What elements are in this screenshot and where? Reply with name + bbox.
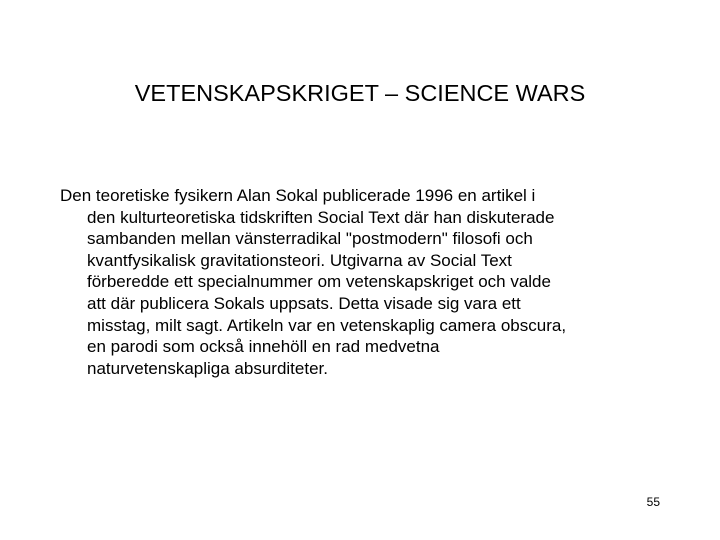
body-line: misstag, milt sagt. Artikeln var en vetenskaplig camera obscura, xyxy=(87,315,567,335)
body-line: en parodi som också innehöll en rad medvetna xyxy=(87,337,440,357)
body-line: Den teoretiske fysikern Alan Sokal publicerade 1996 en artikel i xyxy=(60,186,536,205)
slide-body-paragraph xyxy=(60,185,660,379)
body-line: kvantfysikalisk gravitationsteori. Utgivarna av Social Text xyxy=(87,250,512,270)
body-line: naturvetenskapliga absurditeter. xyxy=(87,358,328,378)
body-line: den kulturteoretiska tidskriften Social Text där han diskuterade xyxy=(87,207,555,227)
body-line: förberedde ett specialnummer om vetenskapskriget och valde xyxy=(87,272,551,292)
slide-title: VETENSKAPSKRIGET – SCIENCE WARS xyxy=(134,80,586,106)
body-line: sambanden mellan vänsterradikal "postmodern" filosofi och xyxy=(87,229,533,249)
page-number: 55 xyxy=(646,495,660,509)
body-line: att där publicera Sokals uppsats. Detta visade sig vara ett xyxy=(87,293,521,313)
